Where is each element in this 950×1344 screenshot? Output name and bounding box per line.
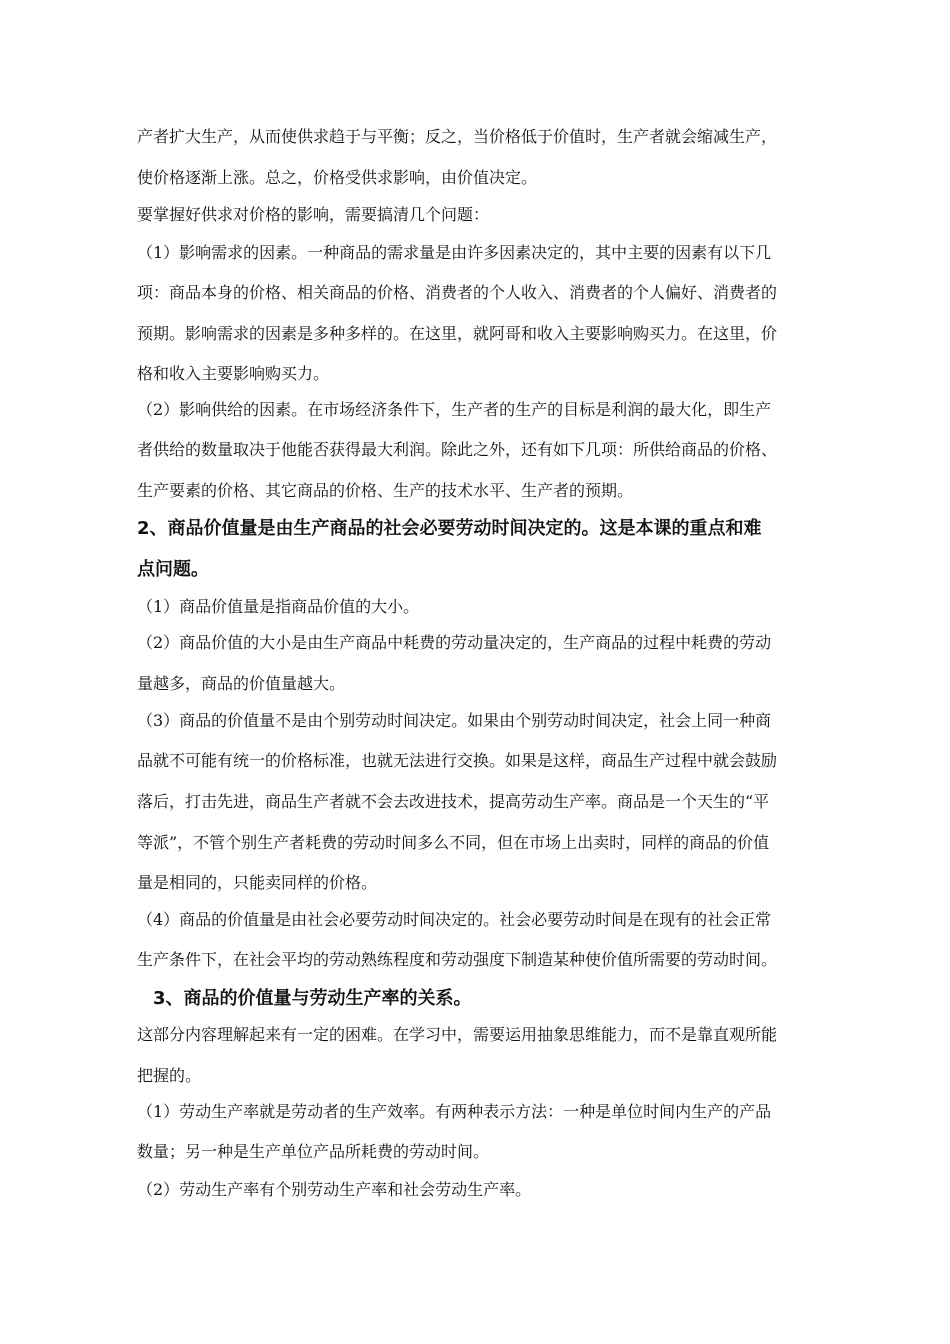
paragraph-line: （2）劳动生产率有个别劳动生产率和社会劳动生产率。 <box>137 1180 532 1199</box>
paragraph-line: 落后，打击先进，商品生产者就不会去改进技术，提高劳动生产率。商品是一个天生的“平 <box>137 792 770 811</box>
paragraph-line: 把握的。 <box>137 1066 202 1085</box>
paragraph-line: 量是相同的，只能卖同样的价格。 <box>137 873 378 892</box>
paragraph-line: （1）影响需求的因素。一种商品的需求量是由许多因素决定的，其中主要的因素有以下几 <box>137 243 772 262</box>
paragraph-line: 预期。影响需求的因素是多种多样的。在这里，就阿哥和收入主要影响购买力。在这里，价 <box>137 324 778 343</box>
paragraph-line: （1）商品价值量是指商品价值的大小。 <box>137 597 420 616</box>
paragraph-line: 等派”，不管个别生产者耗费的劳动时间多么不同，但在市场上出卖时，同样的商品的价值 <box>137 833 770 852</box>
paragraph-line: 者供给的数量取决于他能否获得最大利润。除此之外，还有如下几项：所供给商品的价格、 <box>137 440 778 459</box>
paragraph-line: （3）商品的价值量不是由个别劳动时间决定。如果由个别劳动时间决定，社会上同一种商 <box>137 711 772 730</box>
paragraph-line: 量越多，商品的价值量越大。 <box>137 674 346 693</box>
paragraph-line: 数量；另一种是生产单位产品所耗费的劳动时间。 <box>137 1142 490 1161</box>
paragraph-line: 格和收入主要影响购买力。 <box>137 364 330 383</box>
paragraph-line: 产者扩大生产，从而使供求趋于与平衡；反之，当价格低于价值时，生产者就会缩减生产， <box>137 127 778 146</box>
paragraph-line: （2）商品价值的大小是由生产商品中耗费的劳动量决定的，生产商品的过程中耗费的劳动 <box>137 633 772 652</box>
section-heading: 2、商品价值量是由生产商品的社会必要劳动时间决定的。这是本课的重点和难 <box>137 518 762 539</box>
paragraph-line: （4）商品的价值量是由社会必要劳动时间决定的。社会必要劳动时间是在现有的社会正常 <box>137 910 772 929</box>
paragraph-line: （2）影响供给的因素。在市场经济条件下，生产者的生产的目标是利润的最大化，即生产 <box>137 400 772 419</box>
paragraph-line: 这部分内容理解起来有一定的困难。在学习中，需要运用抽象思维能力，而不是靠直观所能 <box>137 1025 778 1044</box>
paragraph-line: 品就不可能有统一的价格标准，也就无法进行交换。如果是这样，商品生产过程中就会鼓励 <box>137 751 778 770</box>
paragraph-line: （1）劳动生产率就是劳动者的生产效率。有两种表示方法：一种是单位时间内生产的产品 <box>137 1102 772 1121</box>
section-heading-continued: 点问题。 <box>137 559 209 580</box>
section-heading: 3、商品的价值量与劳动生产率的关系。 <box>153 988 472 1009</box>
paragraph-line: 生产条件下，在社会平均的劳动熟练程度和劳动强度下制造某种使价值所需要的劳动时间。 <box>137 950 778 969</box>
paragraph-line: 项：商品本身的价格、相关商品的价格、消费者的个人收入、消费者的个人偏好、消费者的 <box>137 283 778 302</box>
paragraph-line: 使价格逐渐上涨。总之，价格受供求影响，由价值决定。 <box>137 168 538 187</box>
paragraph-line: 生产要素的价格、其它商品的价格、生产的技术水平、生产者的预期。 <box>137 481 634 500</box>
paragraph-line: 要掌握好供求对价格的影响，需要搞清几个问题： <box>137 205 490 224</box>
